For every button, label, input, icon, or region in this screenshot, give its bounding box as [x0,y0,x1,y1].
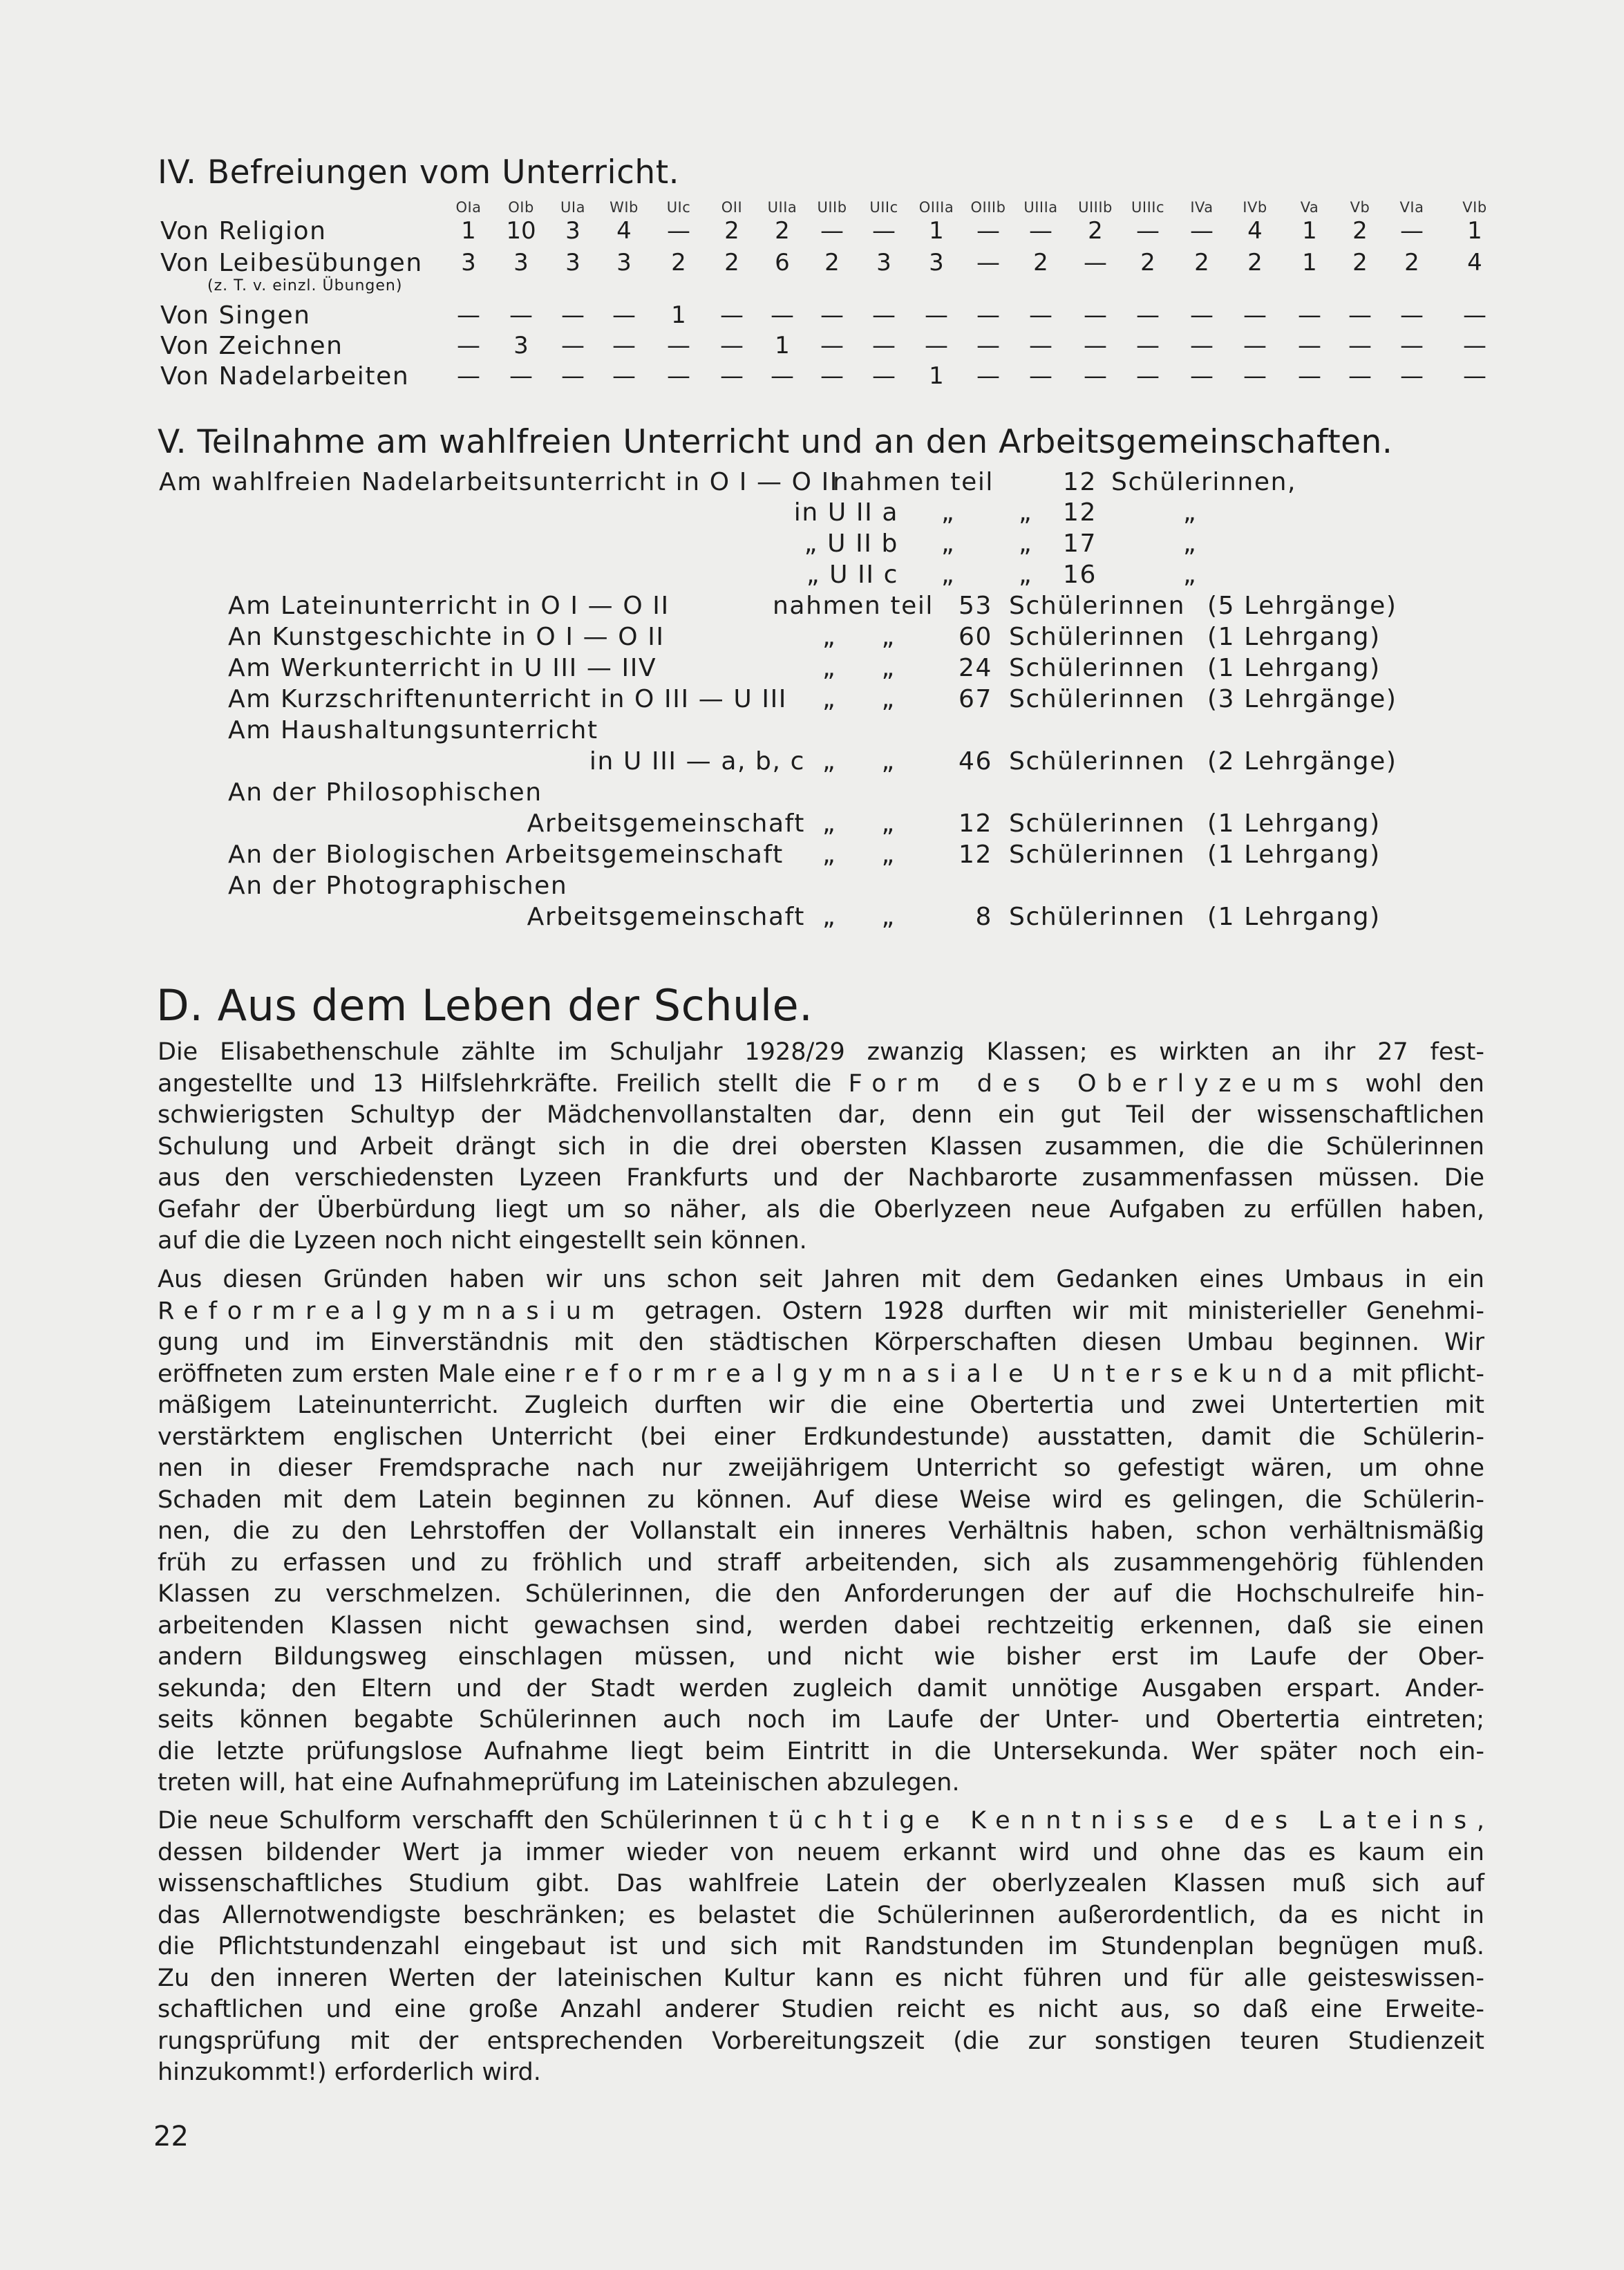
text-line: angestellte und 13 Hilfslehrkräfte. Freilich stellt die Form des Oberlyzeums wohl den [158,1069,1484,1098]
ditto-mark: „ [1019,498,1033,527]
table-cell: 2 [775,217,790,245]
course-count: 60 [958,623,992,651]
course-count: 67 [958,685,992,713]
table-cell: 2 [1247,249,1263,276]
course-unit: Schülerinnen [1009,623,1186,651]
table-cell: 4 [1247,217,1263,245]
column-header: UIa [560,199,585,216]
ditto-marks: „ „ [822,685,896,713]
table-cell: — [612,362,636,390]
intro-count: 12 [1063,468,1097,496]
text-line: wissenschaftliches Studium gibt. Das wahlfreie Latein der oberlyzealen Klassen muß sich auf [158,1870,1484,1897]
table-cell: — [667,362,690,390]
table-cell: — [1348,301,1372,329]
course-unit: Schülerinnen [1009,592,1186,620]
table-cell: — [1298,362,1321,390]
paragraph-2 [158,1264,1484,1799]
table-cell: — [720,362,744,390]
course-label-cont: in U III — a, b, c [589,747,805,776]
table-cell: — [1029,362,1052,390]
table-cell: — [1029,217,1052,245]
table-cell: — [1243,301,1267,329]
table-cell: — [925,301,948,329]
table-cell: 2 [1352,249,1368,276]
table-cell: — [1298,332,1321,359]
course-label: An der Photographischen [228,872,568,900]
text-line: Gefahr der Überbürdung liegt um so näher, als die Oberlyzeen neue Aufgaben zu erfüllen haben, [158,1195,1484,1223]
table-cell: — [457,332,480,359]
text-line: mäßigem Lateinunterricht. Zugleich durften wir die eine Obertertia und zwei Untertertien mit [158,1391,1484,1419]
course-unit: Schülerinnen [1009,809,1186,838]
table-cell: 10 [506,217,536,245]
table-cell: — [457,362,480,390]
table-cell: — [820,301,844,329]
text-line: hinzukommt!) erforderlich wird. [158,2058,541,2086]
course-count-lehrgaenge: (1 Lehrgang) [1207,903,1381,931]
spaced-emphasis: Reformrealgymnasium [158,1297,625,1325]
page-number: 22 [153,2121,189,2152]
intro-count: 16 [1063,561,1097,589]
table-cell: 3 [461,249,476,276]
table-cell: 1 [461,217,476,245]
column-header: UIc [666,199,691,216]
table-cell: — [509,301,533,329]
text-line: früh zu erfassen und zu fröhlich und straff arbeitenden, sich als zusammengehörig fühlenden [158,1548,1484,1577]
table-cell: 4 [1467,249,1482,276]
column-header: OIIIa [918,199,954,216]
table-cell: — [1298,301,1321,329]
course-count: 8 [975,903,992,931]
table-cell: 1 [1302,217,1317,245]
table-cell: — [667,217,690,245]
course-label-cont: Arbeitsgemeinschaft [527,809,805,838]
table-cell: 3 [513,249,529,276]
section-v-title: V. Teilnahme am wahlfreien Unterricht und an den Arbeitsgemeinschaften. [158,423,1393,461]
table-cell: 2 [824,249,840,276]
table-cell: 2 [724,217,739,245]
course-count: 24 [958,654,992,682]
table-cell: — [720,332,744,359]
ditto-mark: „ [941,529,956,558]
text-line: schaftlichen und eine große Anzahl anderer Studien reicht es nicht aus, so daß eine Erweite- [158,1996,1484,2023]
text-line: Zu den inneren Werten der lateinischen Kultur kann es nicht führen und für alle geisteswissen- [158,1964,1484,1992]
table-cell: — [1136,301,1160,329]
table-cell: — [1463,301,1486,329]
intro-count: 12 [1063,498,1097,527]
column-header: Vb [1350,199,1370,216]
table-cell: 2 [1088,217,1103,245]
row-label: Von Singen [160,301,311,330]
table-cell: 2 [724,249,739,276]
course-count-lehrgaenge: (3 Lehrgänge) [1207,685,1397,713]
table-cell: — [1400,301,1424,329]
intro-unit: Schülerinnen, [1111,468,1297,496]
text-line: rungsprüfung mit der entsprechenden Vorbereitungszeit (die zur sonstigen teuren Studienzeit [158,2027,1484,2055]
course-label: Am Kurzschriftenunterricht in O III — U III [228,685,788,713]
spaced-emphasis: Form des Oberlyzeums [848,1069,1349,1098]
table-cell: — [872,332,896,359]
table-cell: — [720,301,744,329]
row-label: Von Religion [160,217,327,245]
table-cell: — [771,301,794,329]
text-line: dessen bildender Wert ja immer wieder von neuem erkannt wird und ohne das es kaum ein [158,1838,1484,1866]
course-count-lehrgaenge: (1 Lehrgang) [1207,654,1381,682]
table-cell: — [612,301,636,329]
table-cell: — [509,362,533,390]
table-cell: — [820,362,844,390]
course-label: An der Philosophischen [228,778,542,807]
column-header: UIIc [869,199,898,216]
course-count: 53 [958,592,992,620]
intro-class: „ U II b [804,529,898,558]
text-line: treten will, hat eine Aufnahmeprüfung im Lateinischen abzulegen. [158,1769,960,1797]
ditto-mark: „ [941,498,956,527]
text-line: nen in dieser Fremdsprache nach nur zweijährigem Unterricht so gefestigt wären, um ohne [158,1454,1484,1482]
column-header: IVa [1190,199,1214,216]
row-label: Von Leibesübungen [160,249,423,277]
column-header: UIIIa [1023,199,1058,216]
ditto-mark: „ [1183,561,1198,589]
ditto-marks: „ „ [822,654,896,682]
ditto-mark: „ [1183,529,1198,558]
table-cell: 1 [671,301,686,329]
table-cell: — [1136,217,1160,245]
ditto-mark: „ [1019,561,1033,589]
text-line: Die Elisabethenschule zählte im Schuljahr 1928/29 zwanzig Klassen; es wirkten an ihr 27 fest- [158,1038,1484,1066]
table-cell: — [667,332,690,359]
ditto-marks: „ „ [822,903,896,931]
table-cell: — [1400,362,1424,390]
table-cell: 2 [1194,249,1209,276]
column-header: OIIIb [970,199,1006,216]
table-cell: — [1348,332,1372,359]
text-line: Klassen zu verschmelzen. Schülerinnen, die den Anforderungen der auf die Hochschulreife hin- [158,1580,1484,1608]
table-cell: — [771,362,794,390]
table-cell: — [976,332,1000,359]
table-cell: — [1348,362,1372,390]
table-cell: — [872,217,896,245]
table-cell: 3 [565,217,580,245]
column-header: VIa [1399,199,1424,216]
course-count-lehrgaenge: (1 Lehrgang) [1207,623,1381,651]
table-cell: — [872,301,896,329]
table-cell: — [976,217,1000,245]
column-header: VIb [1462,199,1487,216]
table-cell: — [1136,332,1160,359]
course-unit: Schülerinnen [1009,685,1186,713]
table-cell: — [925,332,948,359]
table-cell: 1 [929,362,944,390]
table-cell: — [1243,332,1267,359]
table-cell: 1 [929,217,944,245]
table-cell: — [976,249,1000,276]
course-unit: Schülerinnen [1009,903,1186,931]
text-line: nen, die zu den Lehrstoffen der Vollanstalt ein inneres Verhältnis haben, schon verhältnismäßig [158,1517,1484,1545]
course-label: An Kunstgeschichte in O I — O II [228,623,665,651]
table-cell: — [1084,249,1107,276]
table-cell: — [612,332,636,359]
table-cell: — [1084,362,1107,390]
text-line: sekunda; den Eltern und der Stadt werden zugleich damit unnötige Ausgaben erspart. Ander- [158,1674,1484,1702]
text-line: gung und im Einverständnis mit den städtischen Körperschaften diesen Umbau beginnen. Wir [158,1329,1484,1356]
intro-lead: Am wahlfreien Nadelarbeitsunterricht in O I — O II [159,468,839,496]
table-cell: — [1190,217,1214,245]
table-cell: 1 [1467,217,1482,245]
row-note: (z. T. v. einzl. Übungen) [207,277,403,294]
spaced-emphasis: tüchtige Kenntnisse des Lateins [768,1807,1477,1835]
ditto-mark: „ [1183,498,1198,527]
course-count: 12 [958,841,992,869]
table-cell: 3 [513,332,529,359]
table-cell: 3 [929,249,944,276]
section-d-title: D. Aus dem Leben der Schule. [156,980,813,1031]
column-header: UIIa [767,199,797,216]
text-line: Schulung und Arbeit drängt sich in die drei obersten Klassen zusammen, die die Schülerinnen [158,1132,1484,1161]
table-cell: — [1463,332,1486,359]
table-cell: — [1084,332,1107,359]
table-cell: — [1463,362,1486,390]
table-cell: — [1400,332,1424,359]
table-cell: 3 [876,249,891,276]
text-line: Aus diesen Gründen haben wir uns schon seit Jahren mit dem Gedanken eines Umbaus in ein [158,1266,1484,1293]
course-count-lehrgaenge: (1 Lehrgang) [1207,809,1381,838]
ditto-marks: „ „ [822,841,896,869]
table-cell: 2 [1033,249,1048,276]
course-count: 46 [958,747,992,776]
row-label: Von Zeichnen [160,332,343,360]
ditto-marks: „ „ [822,809,896,838]
text-line: die letzte prüfungslose Aufnahme liegt beim Eintritt in die Untersekunda. Wer später noch ein- [158,1737,1484,1765]
table-cell: 3 [616,249,632,276]
course-label-cont: Arbeitsgemeinschaft [527,903,805,931]
text-line: Reformrealgymnasium getragen. Ostern 1928 durften wir mit ministerieller Genehmi- [158,1297,1484,1325]
table-cell: — [1029,332,1052,359]
ditto-marks: „ „ [822,623,896,651]
course-unit: Schülerinnen [1009,654,1186,682]
course-label: Am Lateinunterricht in O I — O II [228,592,670,620]
table-cell: 6 [775,249,790,276]
course-unit: Schülerinnen [1009,747,1186,776]
course-unit: Schülerinnen [1009,841,1186,869]
table-cell: 3 [565,249,580,276]
text-line: Schaden mit dem Latein beginnen zu können. Auf diese Weise wird es gelingen, die Schülerin- [158,1485,1484,1514]
table-cell: — [1190,362,1214,390]
column-header: OIa [455,199,482,216]
table-cell: — [1243,362,1267,390]
text-line: aus den verschiedensten Lyzeen Frankfurts und der Nachbarorte zusammenfassen müssen. Die [158,1164,1484,1192]
table-cell: 1 [1302,249,1317,276]
intro-class: „ U II c [806,561,898,589]
text-line: verstärktem englischen Unterricht (bei einer Erdkundestunde) ausstatten, damit die Schülerin- [158,1423,1484,1451]
table-cell: 2 [1352,217,1368,245]
row-label: Von Nadelarbeiten [160,362,410,391]
table-cell: 1 [775,332,790,359]
table-cell: 4 [616,217,632,245]
text-line: Die neue Schulform verschafft den Schülerinnen tüchtige Kenntnisse des Lateins, [158,1807,1484,1835]
table-cell: — [1190,301,1214,329]
course-label: Am Haushaltungsunterricht [228,716,598,744]
table-cell: — [976,301,1000,329]
course-count-lehrgaenge: (5 Lehrgänge) [1207,592,1397,620]
table-cell: — [872,362,896,390]
table-cell: — [561,301,585,329]
course-verb: nahmen teil [773,592,934,620]
column-header: UIIb [817,199,847,216]
table-cell: — [561,332,585,359]
table-cell: — [1400,217,1424,245]
section-iv-title: IV. Befreiungen vom Unterricht. [158,153,680,191]
text-line: die Pflichtstundenzahl eingebaut ist und sich mit Randstunden im Stundenplan begnügen muß. [158,1933,1484,1960]
column-header: IVb [1243,199,1267,216]
column-header: UIIIc [1131,199,1164,216]
text-line: seits können begabte Schülerinnen auch noch im Laufe der Unter- und Obertertia eintreten; [158,1706,1484,1734]
column-header: Va [1300,199,1319,216]
table-cell: — [1190,332,1214,359]
table-cell: 2 [671,249,686,276]
spaced-emphasis: reformrealgymnasiale Untersekunda [564,1360,1343,1388]
table-cell: — [457,301,480,329]
text-line: andern Bildungsweg einschlagen müssen, und nicht wie bisher erst im Laufe der Ober- [158,1643,1484,1671]
table-cell: — [1084,301,1107,329]
table-cell: — [976,362,1000,390]
course-label: Am Werkunterricht in U III — IIV [228,654,657,682]
table-cell: 2 [1404,249,1419,276]
text-line: arbeitenden Klassen nicht gewachsen sind, werden dabei rechtzeitig erkennen, daß sie einen [158,1611,1484,1640]
column-header: WIb [610,199,639,216]
column-header: UIIIb [1078,199,1113,216]
column-header: OIb [508,199,534,216]
text-line: eröffneten zum ersten Male eine reformrealgymnasiale Untersekunda mit pflicht- [158,1360,1484,1388]
course-count: 12 [958,809,992,838]
column-header: OII [721,199,743,216]
table-cell: — [561,362,585,390]
table-cell: — [1029,301,1052,329]
table-cell: 2 [1140,249,1155,276]
paragraph-3 [158,1805,1484,2089]
table-cell: — [820,332,844,359]
ditto-mark: „ [941,561,956,589]
course-label: An der Biologischen Arbeitsgemeinschaft [228,841,784,869]
intro-verb: nahmen teil [833,468,994,496]
text-line: schwierigsten Schultyp der Mädchenvollanstalten dar, denn ein gut Teil der wissenschaftlichen [158,1101,1484,1129]
intro-class: in U II a [793,498,898,527]
table-cell: — [820,217,844,245]
ditto-mark: „ [1019,529,1033,558]
text-line: das Allernotwendigste beschränken; es belastet die Schülerinnen außerordentlich, da es nicht in [158,1901,1484,1929]
course-count-lehrgaenge: (1 Lehrgang) [1207,841,1381,869]
ditto-marks: „ „ [822,747,896,776]
intro-count: 17 [1063,529,1097,558]
paragraph-1 [158,1037,1484,1257]
table-cell: — [1136,362,1160,390]
text-line: auf die die Lyzeen noch nicht eingestellt sein können. [158,1227,807,1255]
course-count-lehrgaenge: (2 Lehrgänge) [1207,747,1397,776]
